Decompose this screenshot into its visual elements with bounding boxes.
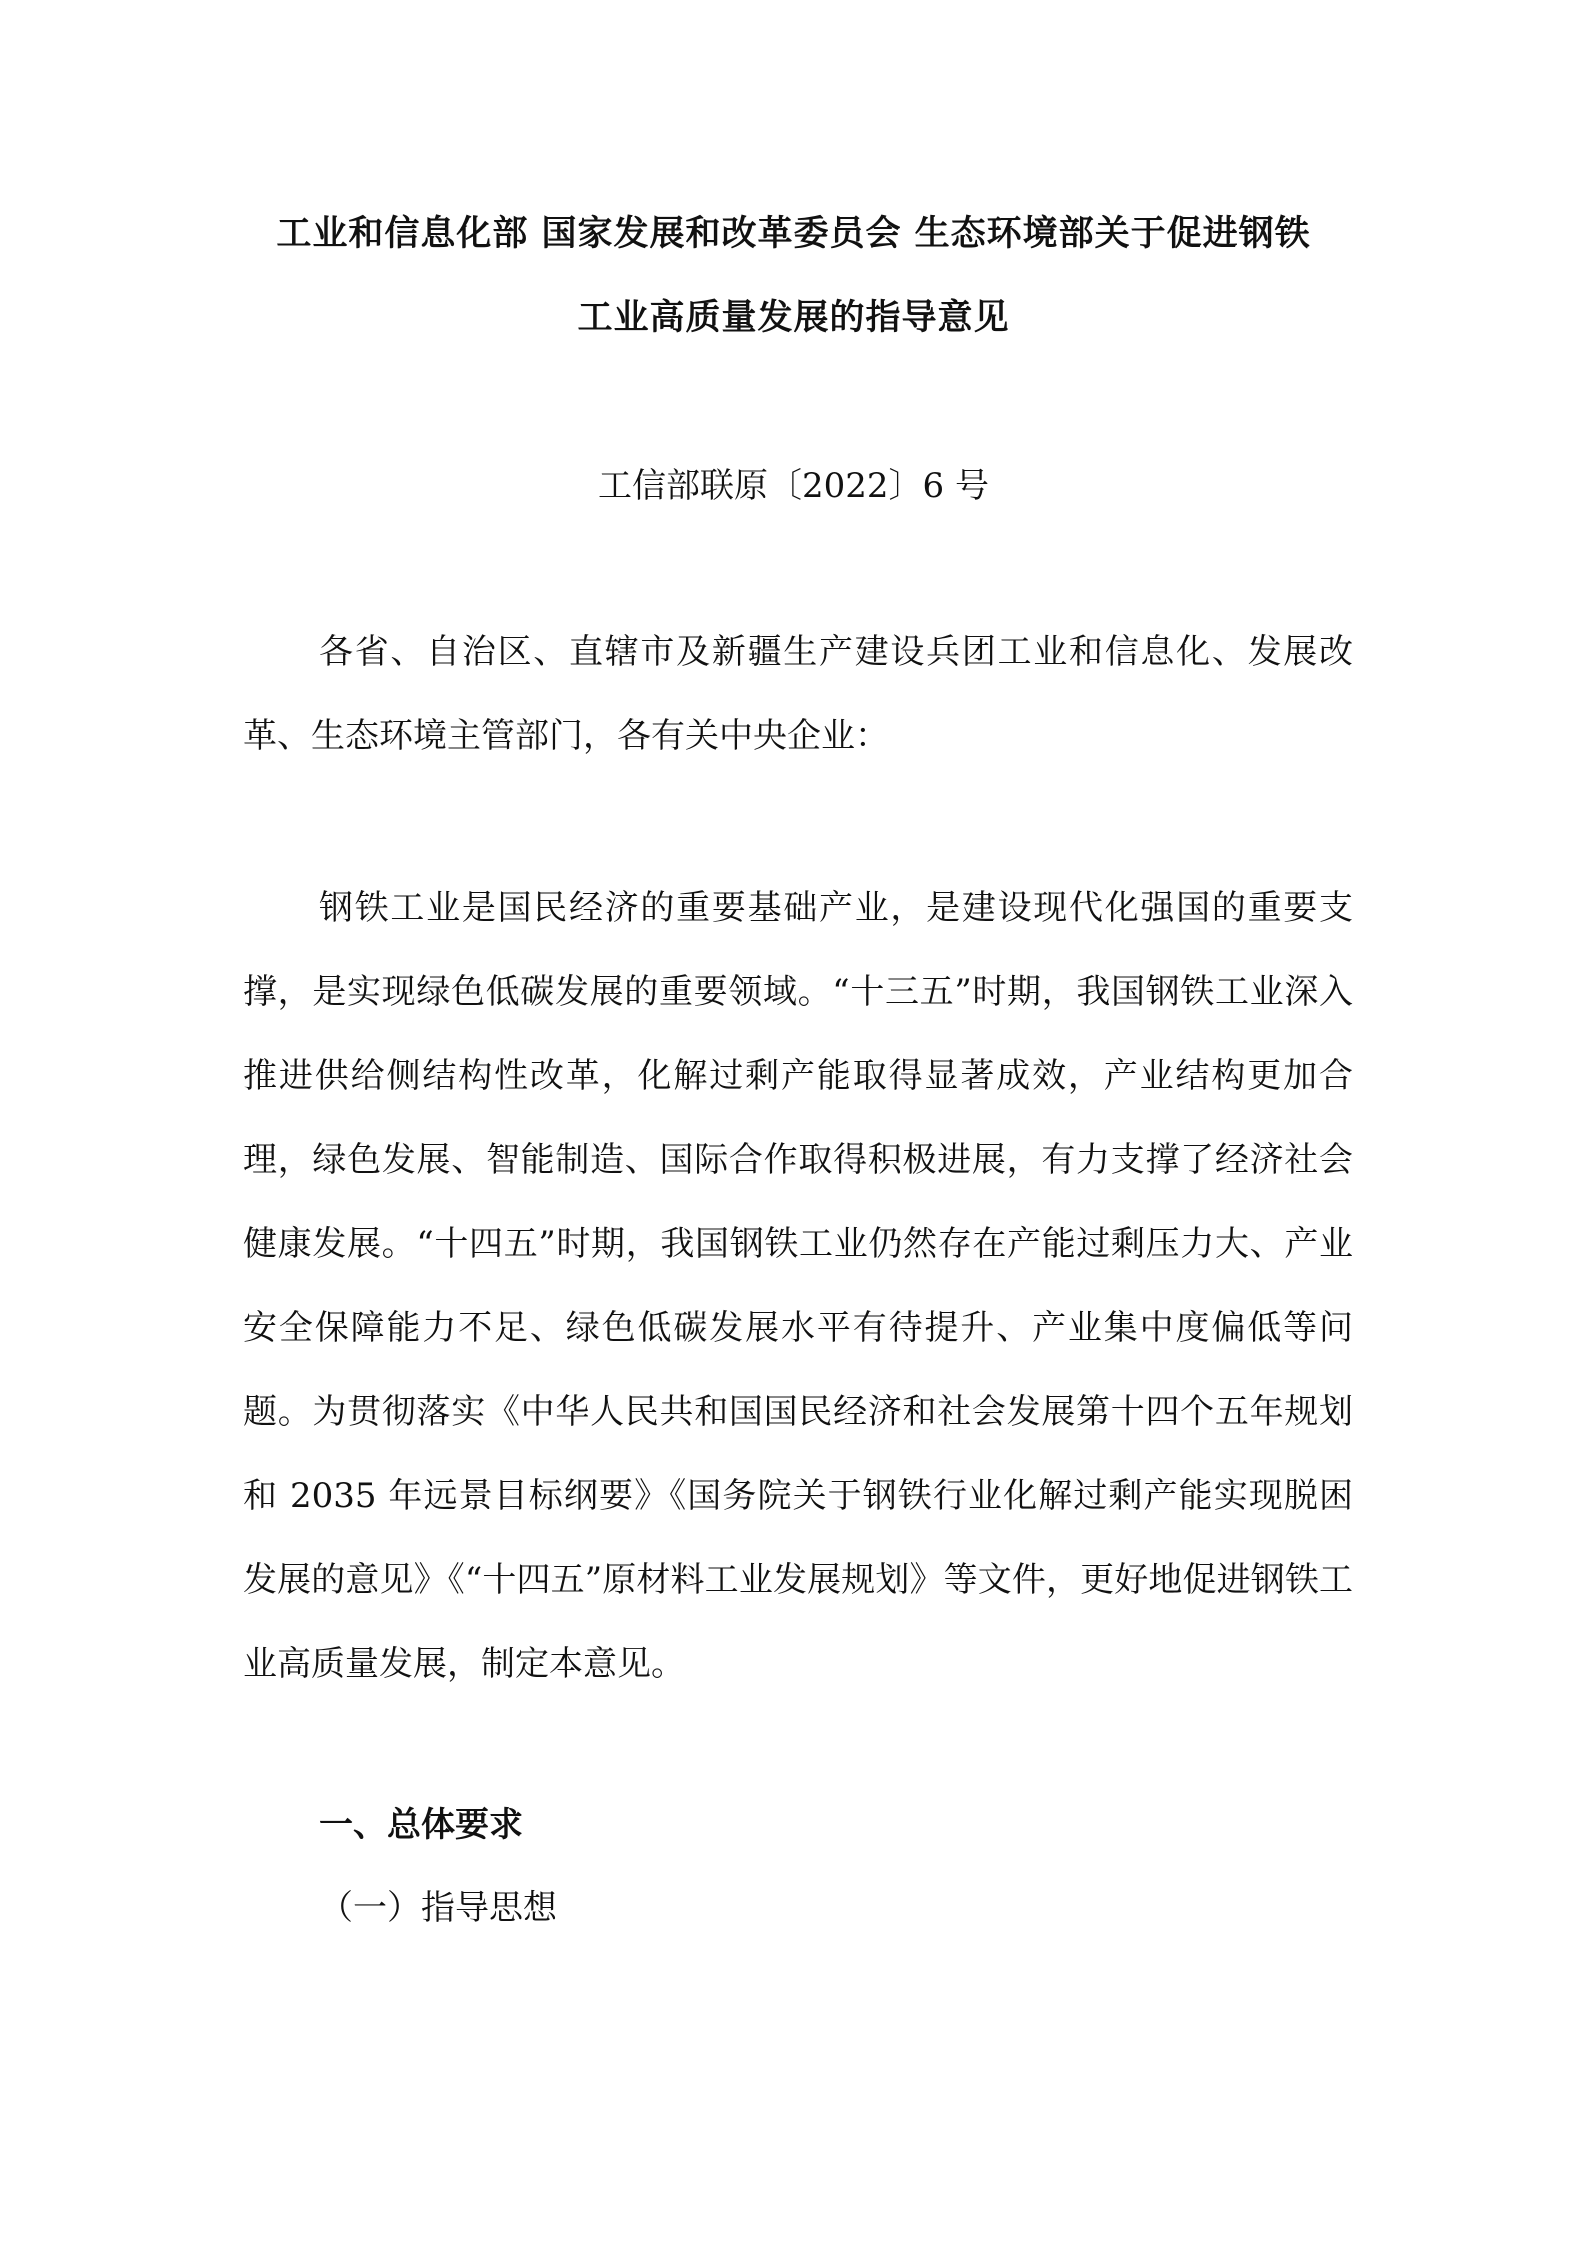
section-heading-general-requirements: 一、总体要求 (319, 1805, 523, 1845)
document-title-line-1: 工业和信息化部 国家发展和改革委员会 生态环境部关于促进钢铁 (276, 214, 1311, 254)
document-number: 工信部联原〔2022〕6 号 (598, 466, 989, 506)
document-title-line-2: 工业高质量发展的指导意见 (577, 298, 1010, 338)
addressee-paragraph: 各省、自治区、直辖市及新疆生产建设兵团工业和信息化、发展改革、生态环境主管部门，各有关中央企业： (243, 632, 1353, 756)
intro-paragraph: 钢铁工业是国民经济的重要基础产业，是建设现代化强国的重要支撑，是实现绿色低碳发展的重要领域。“十三五”时期，我国钢铁工业深入推进供给侧结构性改革，化解过剩产能取得显著成效，产业结构更加合理，绿色发展、智能制造、国际合作取得积极进展，有力支撑了经济社会健康发展。“十四五”时期，我国钢铁工业仍然存在产能过剩压力大、产业安全保障能力不足、绿色低碳发展水平有待提升、产业集中度偏低等问题。为贯彻落实《中华人民共和国国民经济和社会发展第十四个五年规划和 2035 年远景目标纲要》《国务院关于钢铁行业化解过剩产能实现脱困发展的意见》《“十四五”原材料工业发展规划》等文件，更好地促进钢铁工业高质量发展，制定本意见。 (243, 888, 1353, 1684)
subsection-heading-guiding-ideology: （一）指导思想 (319, 1888, 557, 1928)
